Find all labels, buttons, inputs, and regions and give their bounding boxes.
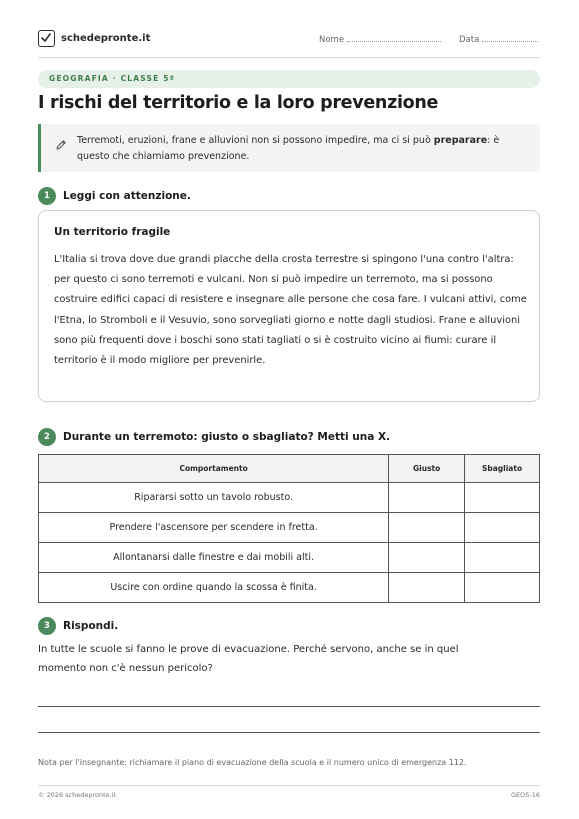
answer-line[interactable] — [38, 706, 540, 707]
header-divider — [38, 57, 540, 58]
giusto-checkbox-cell[interactable] — [389, 483, 465, 513]
section-2-heading — [38, 428, 390, 446]
name-field[interactable] — [319, 34, 441, 45]
brand-name: schedepronte.it — [61, 33, 151, 44]
intro-bold: preparare — [433, 135, 488, 146]
section-number: 3 — [38, 617, 56, 635]
true-false-table — [38, 454, 540, 603]
giusto-checkbox-cell[interactable] — [389, 543, 465, 573]
section-title: Rispondi. — [63, 620, 119, 632]
sbagliato-checkbox-cell[interactable] — [465, 513, 540, 543]
intro-text: Terremoti, eruzioni, frane e alluvioni non si possono impedire, ma ci si può preparare: è questo che chiamiamo prevenzione. — [77, 135, 500, 162]
table-header-row — [39, 455, 540, 483]
teacher-note: Nota per l'insegnante: richiamare il piano di evacuazione della scuola e il numero unico di emergenza 112. — [38, 758, 467, 767]
brand — [38, 30, 150, 47]
giusto-checkbox-cell[interactable] — [389, 513, 465, 543]
sbagliato-checkbox-cell[interactable] — [465, 543, 540, 573]
table-row — [39, 513, 540, 543]
section-3-heading — [38, 617, 118, 635]
table-row — [39, 573, 540, 603]
subject-badge: GEOGRAFIA · CLASSE 5ª — [38, 70, 540, 88]
footer-divider — [38, 785, 540, 786]
behaviour-cell: Uscire con ordine quando la scossa è finita. — [39, 573, 389, 603]
sbagliato-checkbox-cell[interactable] — [465, 573, 540, 603]
date-line[interactable] — [482, 34, 538, 42]
behaviour-cell: Ripararsi sotto un tavolo robusto. — [39, 483, 389, 513]
pencil-icon — [55, 136, 67, 155]
reading-text: L'Italia si trova dove due grandi placche della crosta terrestre si spingono l'una contro l'altra: per questo ci sono terremoti e vulcani. Non si può impedire un terremoto, ma si possono costruire edifici capaci di resistere e insegnare alle persone che cosa fare. I vulcani attivi, come l'Etna, lo Stromboli e il Vesuvio, sono sorvegliati giorno e notte dagli studiosi. Frane e alluvioni sono più frequenti dove i boschi sono stati tagliati o si è costruito vicino ai fiumi: curare il territorio è il modo migliore per prevenirle. — [54, 254, 527, 367]
header-sbagliato: Sbagliato — [465, 455, 540, 483]
checkbox-icon — [38, 30, 55, 47]
header-comportamento: Comportamento — [39, 455, 389, 483]
giusto-checkbox-cell[interactable] — [389, 573, 465, 603]
date-label: Data — [459, 35, 480, 45]
page-header — [38, 30, 540, 54]
date-field[interactable] — [459, 34, 538, 45]
reading-title: Un territorio fragile — [54, 226, 171, 238]
section-number: 2 — [38, 428, 56, 446]
section-title: Durante un terremoto: giusto o sbagliato? Metti una X. — [63, 431, 391, 443]
copyright: © 2026 schedepronte.it — [38, 791, 117, 799]
table-row — [39, 543, 540, 573]
question-text: In tutte le scuole si fanno le prove di evacuazione. Perché servono, anche se in quel momento non c'è nessun pericolo? — [38, 644, 459, 674]
section-title: Leggi con attenzione. — [63, 190, 191, 202]
section-number: 1 — [38, 187, 56, 205]
header-giusto: Giusto — [389, 455, 465, 483]
sbagliato-checkbox-cell[interactable] — [465, 483, 540, 513]
answer-line[interactable] — [38, 732, 540, 733]
worksheet-code: GEO5-16 — [510, 791, 540, 799]
table-row — [39, 483, 540, 513]
reading-box — [38, 210, 540, 402]
behaviour-cell: Prendere l'ascensore per scendere in fretta. — [39, 513, 389, 543]
name-line[interactable] — [347, 34, 441, 42]
name-label: Nome — [319, 35, 345, 45]
intro-box — [38, 124, 540, 172]
section-1-heading — [38, 187, 191, 205]
page-title: I rischi del territorio e la loro prevenzione — [38, 93, 439, 113]
behaviour-cell: Allontanarsi dalle finestre e dai mobili alti. — [39, 543, 389, 573]
